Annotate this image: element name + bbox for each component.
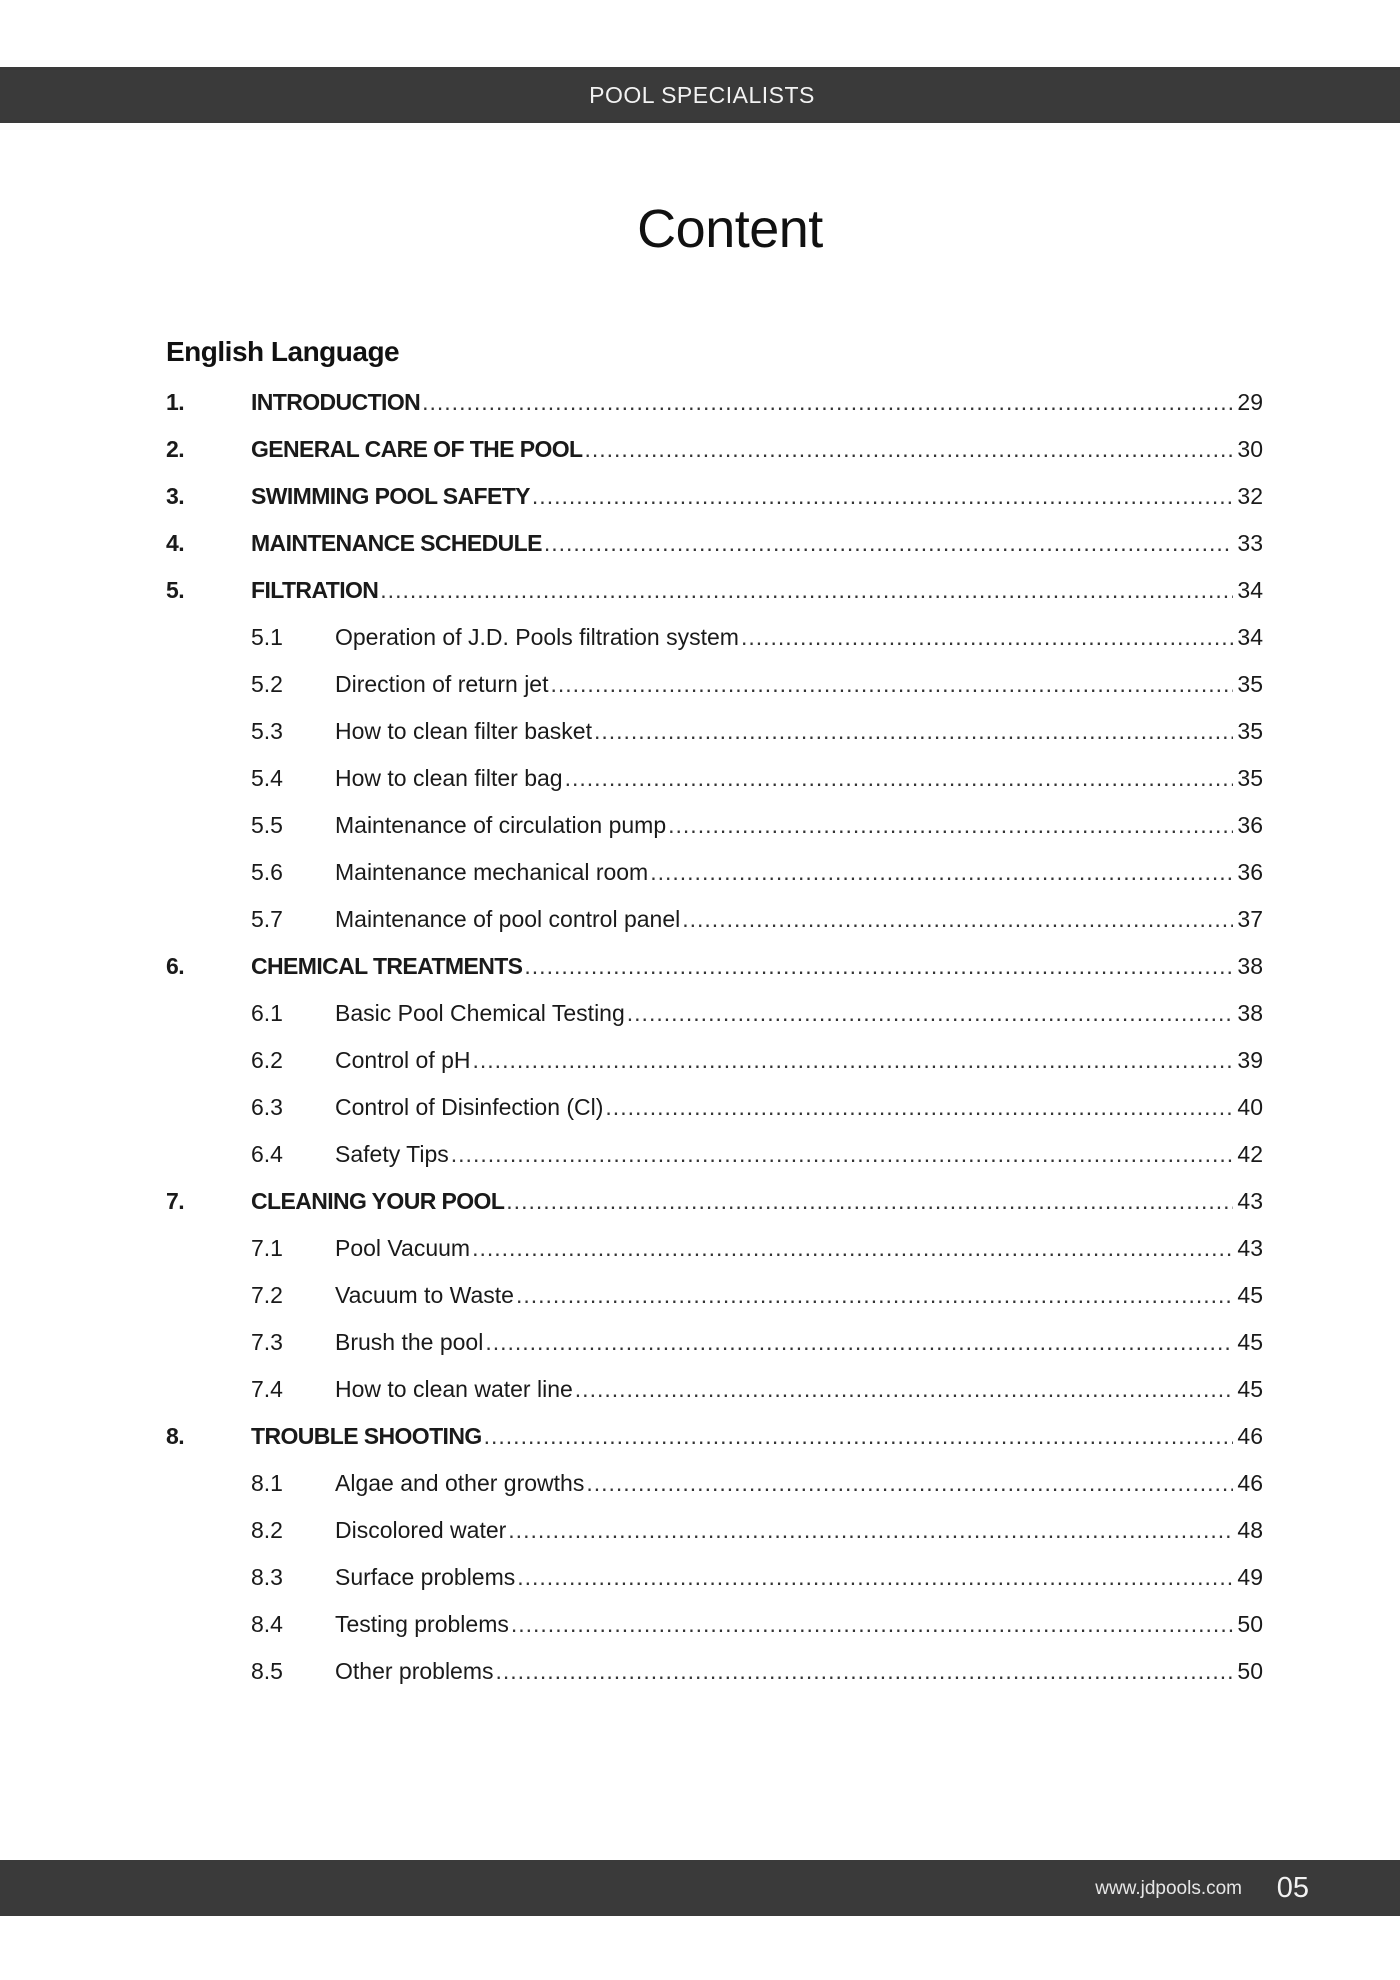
toc-title: GENERAL CARE OF THE POOL (251, 436, 583, 462)
toc-page-number: 50 (1237, 1658, 1263, 1684)
toc-entry (335, 1376, 1263, 1403)
toc-entry (335, 1564, 1263, 1591)
toc-subsection-row[interactable] (0, 896, 1400, 943)
dot-leader (605, 1094, 1233, 1121)
dot-leader (508, 1517, 1233, 1544)
dot-leader (584, 436, 1233, 463)
dot-leader (496, 1658, 1234, 1685)
toc-number: 5.3 (251, 718, 283, 744)
toc-page-number: 43 (1237, 1235, 1263, 1261)
dot-leader (524, 953, 1233, 980)
dot-leader (506, 1188, 1233, 1215)
toc-page-number: 40 (1237, 1094, 1263, 1120)
toc-page-number: 33 (1237, 530, 1263, 556)
toc-title: Maintenance of pool control panel (335, 906, 681, 932)
toc-number: 5. (166, 577, 184, 603)
toc-entry (335, 624, 1263, 651)
toc-title: Testing problems (335, 1611, 509, 1637)
toc-page-number: 34 (1237, 577, 1263, 603)
toc-page-number: 48 (1237, 1517, 1263, 1543)
toc-page-number: 29 (1237, 389, 1263, 415)
toc-subsection-row[interactable] (0, 708, 1400, 755)
dot-leader (741, 624, 1233, 651)
toc-page-number: 46 (1237, 1470, 1263, 1496)
toc-entry (251, 1423, 1263, 1450)
toc-number: 3. (166, 483, 184, 509)
toc-subsection-row[interactable] (0, 802, 1400, 849)
toc-entry (251, 1188, 1263, 1215)
website-link[interactable]: www.jdpools.com (1095, 1878, 1242, 1899)
toc-number: 8.2 (251, 1517, 283, 1543)
section-heading: English Language (166, 336, 400, 367)
toc-title: TROUBLE SHOOTING (251, 1423, 482, 1449)
toc-title: How to clean water line (335, 1376, 573, 1402)
toc-subsection-row[interactable] (0, 1648, 1400, 1695)
toc-subsection-row[interactable] (0, 1601, 1400, 1648)
toc-subsection-row[interactable] (0, 1554, 1400, 1601)
toc-number: 2. (166, 436, 184, 462)
toc-entry (251, 389, 1263, 416)
toc-entry (335, 1047, 1263, 1074)
dot-leader (532, 483, 1233, 510)
toc-page-number: 34 (1237, 624, 1263, 650)
toc-page-number: 35 (1237, 765, 1263, 791)
dot-leader (550, 671, 1233, 698)
toc-title: FILTRATION (251, 577, 379, 603)
dot-leader (594, 718, 1233, 745)
toc-subsection-row[interactable] (0, 755, 1400, 802)
toc-title: INTRODUCTION (251, 389, 421, 415)
dot-leader (517, 1564, 1233, 1591)
dot-leader (650, 859, 1233, 886)
toc-number: 6.1 (251, 1000, 283, 1026)
toc-page-number: 45 (1237, 1376, 1263, 1402)
toc-chapter-row[interactable] (0, 567, 1400, 614)
toc-entry (335, 1141, 1263, 1168)
toc-subsection-row[interactable] (0, 1507, 1400, 1554)
toc-title: Safety Tips (335, 1141, 449, 1167)
dot-leader (511, 1611, 1234, 1638)
dot-leader (451, 1141, 1234, 1168)
toc-page-number: 46 (1237, 1423, 1263, 1449)
toc-chapter-row[interactable] (0, 943, 1400, 990)
toc-entry (251, 483, 1263, 510)
toc-number: 7.2 (251, 1282, 283, 1308)
toc-title: Maintenance of circulation pump (335, 812, 667, 838)
page-number: 05 (1276, 1872, 1309, 1904)
toc-chapter-row[interactable] (0, 426, 1400, 473)
dot-leader (544, 530, 1234, 557)
toc-title: Maintenance mechanical room (335, 859, 649, 885)
toc-title: Vacuum to Waste (335, 1282, 514, 1308)
toc-number: 7.4 (251, 1376, 283, 1402)
toc-number: 5.7 (251, 906, 283, 932)
toc-title: SWIMMING POOL SAFETY (251, 483, 530, 509)
toc-entry (335, 1658, 1263, 1685)
toc-number: 1. (166, 389, 184, 415)
toc-title: CLEANING YOUR POOL (251, 1188, 505, 1214)
toc-page-number: 43 (1237, 1188, 1263, 1214)
toc-title: Brush the pool (335, 1329, 484, 1355)
toc-entry (251, 436, 1263, 463)
toc-number: 5.4 (251, 765, 283, 791)
footer-bar (0, 1860, 1400, 1916)
toc-number: 7.1 (251, 1235, 283, 1261)
brand-name: POOL SPECIALISTS (589, 81, 815, 108)
toc-subsection-row[interactable] (0, 1084, 1400, 1131)
toc-entry (251, 577, 1263, 604)
toc-page-number: 49 (1237, 1564, 1263, 1590)
dot-leader (565, 765, 1234, 792)
dot-leader (516, 1282, 1233, 1309)
toc-entry (251, 953, 1263, 980)
toc-page-number: 39 (1237, 1047, 1263, 1073)
toc-subsection-row[interactable] (0, 1037, 1400, 1084)
toc-page-number: 35 (1237, 718, 1263, 744)
toc-number: 6.4 (251, 1141, 283, 1167)
toc-title: Algae and other growths (335, 1470, 585, 1496)
toc-subsection-row[interactable] (0, 1319, 1400, 1366)
toc-entry (335, 1235, 1263, 1262)
toc-number: 8.5 (251, 1658, 283, 1684)
toc-subsection-row[interactable] (0, 990, 1400, 1037)
toc-entry (251, 530, 1263, 557)
toc-number: 6. (166, 953, 184, 979)
toc-subsection-row[interactable] (0, 1366, 1400, 1413)
toc-number: 5.2 (251, 671, 283, 697)
toc-title: How to clean filter bag (335, 765, 563, 791)
toc-title: Surface problems (335, 1564, 516, 1590)
toc-page-number: 30 (1237, 436, 1263, 462)
toc-number: 5.6 (251, 859, 283, 885)
toc-title: Basic Pool Chemical Testing (335, 1000, 625, 1026)
toc-number: 8.3 (251, 1564, 283, 1590)
header-bar (0, 67, 1400, 123)
toc-number: 7.3 (251, 1329, 283, 1355)
toc-entry (335, 1329, 1263, 1356)
toc-chapter-row[interactable] (0, 1413, 1400, 1460)
dot-leader (422, 389, 1233, 416)
toc-entry (335, 1517, 1263, 1544)
toc-chapter-row[interactable] (0, 520, 1400, 567)
toc-subsection-row[interactable] (0, 1131, 1400, 1178)
toc-page-number: 38 (1237, 953, 1263, 979)
toc-page-number: 45 (1237, 1282, 1263, 1308)
toc-number: 4. (166, 530, 184, 556)
toc-title: Direction of return jet (335, 671, 549, 697)
toc-page-number: 32 (1237, 483, 1263, 509)
toc-entry (335, 859, 1263, 886)
toc-title: How to clean filter basket (335, 718, 592, 744)
toc-title: Control of Disinfection (Cl) (335, 1094, 604, 1120)
toc-number: 6.3 (251, 1094, 283, 1120)
toc-number: 6.2 (251, 1047, 283, 1073)
toc-number: 8.4 (251, 1611, 283, 1637)
table-of-contents (0, 379, 1400, 1695)
toc-subsection-row[interactable] (0, 661, 1400, 708)
toc-entry (335, 812, 1263, 839)
toc-number: 7. (166, 1188, 184, 1214)
toc-title: Discolored water (335, 1517, 507, 1543)
dot-leader (627, 1000, 1234, 1027)
toc-number: 5.5 (251, 812, 283, 838)
toc-page-number: 37 (1237, 906, 1263, 932)
toc-title: Other problems (335, 1658, 494, 1684)
toc-page-number: 50 (1237, 1611, 1263, 1637)
toc-page-number: 35 (1237, 671, 1263, 697)
toc-entry (335, 718, 1263, 745)
dot-leader (485, 1329, 1233, 1356)
dot-leader (668, 812, 1233, 839)
toc-number: 8.1 (251, 1470, 283, 1496)
toc-entry (335, 906, 1263, 933)
dot-leader (575, 1376, 1234, 1403)
toc-title: Pool Vacuum (335, 1235, 471, 1261)
toc-subsection-row[interactable] (0, 1225, 1400, 1272)
dot-leader (472, 1235, 1233, 1262)
dot-leader (484, 1423, 1234, 1450)
toc-subsection-row[interactable] (0, 614, 1400, 661)
toc-number: 8. (166, 1423, 184, 1449)
toc-entry (335, 1470, 1263, 1497)
dot-leader (380, 577, 1233, 604)
toc-subsection-row[interactable] (0, 1272, 1400, 1319)
toc-page-number: 36 (1237, 859, 1263, 885)
toc-page-number: 45 (1237, 1329, 1263, 1355)
page-title: Content (637, 199, 823, 259)
toc-number: 5.1 (251, 624, 283, 650)
toc-page-number: 38 (1237, 1000, 1263, 1026)
toc-title: MAINTENANCE SCHEDULE (251, 530, 542, 556)
toc-title: Operation of J.D. Pools filtration system (335, 624, 739, 650)
toc-subsection-row[interactable] (0, 849, 1400, 896)
toc-entry (335, 1282, 1263, 1309)
toc-page-number: 42 (1237, 1141, 1263, 1167)
toc-chapter-row[interactable] (0, 1178, 1400, 1225)
toc-page-number: 36 (1237, 812, 1263, 838)
toc-entry (335, 1000, 1263, 1027)
dot-leader (586, 1470, 1233, 1497)
toc-chapter-row[interactable] (0, 473, 1400, 520)
toc-title: CHEMICAL TREATMENTS (251, 953, 523, 979)
toc-title: Control of pH (335, 1047, 471, 1073)
toc-entry (335, 1094, 1263, 1121)
dot-leader (682, 906, 1233, 933)
toc-entry (335, 671, 1263, 698)
dot-leader (473, 1047, 1234, 1074)
toc-entry (335, 765, 1263, 792)
toc-subsection-row[interactable] (0, 1460, 1400, 1507)
toc-chapter-row[interactable] (0, 379, 1400, 426)
toc-entry (335, 1611, 1263, 1638)
